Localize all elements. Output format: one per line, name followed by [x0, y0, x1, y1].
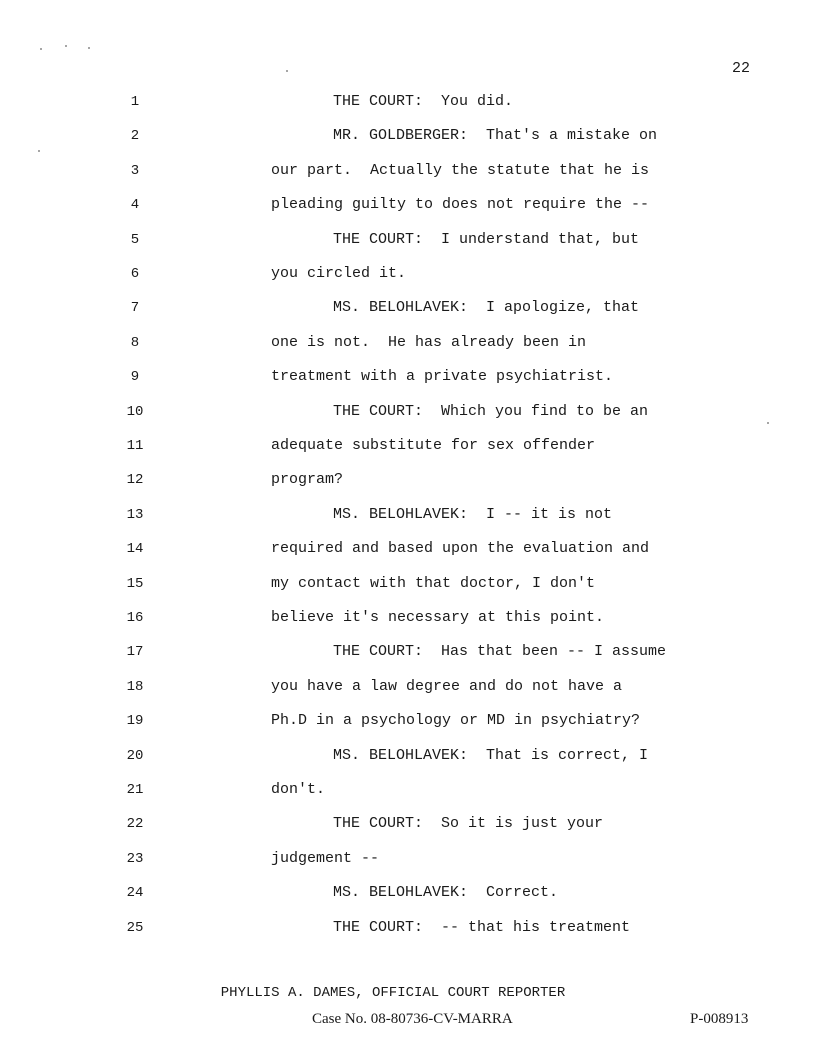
transcript-line: MS. BELOHLAVEK: I apologize, that — [333, 299, 640, 317]
line-number: 6 — [130, 266, 140, 282]
line-number: 11 — [126, 438, 144, 454]
transcript-line: THE COURT: Which you find to be an — [333, 402, 649, 420]
line-number: 13 — [126, 506, 144, 523]
scan-speck — [767, 422, 769, 424]
transcript-line: THE COURT: Has that been -- I assume — [333, 643, 667, 661]
scan-speck — [65, 45, 67, 47]
line-number: 7 — [130, 300, 140, 317]
line-number: 23 — [126, 850, 144, 867]
transcript-line: believe it's necessary at this point. — [271, 609, 605, 626]
line-number: 15 — [126, 575, 144, 592]
line-number: 18 — [126, 678, 144, 695]
scan-speck — [40, 48, 42, 50]
line-number: 10 — [126, 403, 144, 420]
court-reporter-name: PHYLLIS A. DAMES, OFFICIAL COURT REPORTER — [220, 985, 566, 1001]
transcript-line: THE COURT: You did. — [333, 93, 514, 110]
transcript-line: MS. BELOHLAVEK: Correct. — [333, 884, 559, 902]
scan-speck — [88, 47, 90, 49]
line-number: 1 — [130, 94, 140, 110]
scan-speck — [286, 70, 288, 72]
case-number: Case No. 08-80736-CV-MARRA — [312, 1011, 513, 1027]
line-number: 21 — [126, 782, 144, 798]
transcript-line: judgement -- — [271, 849, 380, 867]
transcript-line: THE COURT: So it is just your — [333, 815, 604, 833]
bates-number: P-008913 — [690, 1011, 749, 1027]
transcript-line: pleading guilty to does not require the -- — [271, 196, 650, 214]
transcript-line: program? — [271, 471, 344, 489]
transcript-line: you have a law degree and do not have a — [271, 677, 623, 695]
transcript-line: my contact with that doctor, I don't — [271, 574, 596, 592]
transcript-line: MS. BELOHLAVEK: That is correct, I — [333, 746, 649, 764]
transcript-line: MR. GOLDBERGER: That's a mistake on — [333, 127, 658, 145]
transcript-line: don't. — [271, 781, 326, 798]
page-number: 22 — [731, 60, 750, 77]
transcript-line: our part. Actually the statute that he is — [271, 161, 650, 179]
transcript-line: THE COURT: I understand that, but — [333, 230, 640, 248]
line-number: 3 — [130, 162, 140, 179]
line-number: 20 — [126, 747, 144, 764]
transcript-line: THE COURT: -- that his treatment — [333, 918, 631, 936]
line-number: 2 — [130, 128, 140, 145]
line-number: 17 — [126, 644, 144, 661]
line-number: 25 — [126, 919, 144, 936]
line-number: 12 — [126, 472, 144, 489]
transcript-line: required and based upon the evaluation and — [271, 540, 650, 558]
transcript-line: MS. BELOHLAVEK: I -- it is not — [333, 505, 613, 523]
line-number: 22 — [126, 816, 144, 833]
line-number: 16 — [126, 610, 144, 626]
transcript-line: Ph.D in a psychology or MD in psychiatry? — [271, 712, 641, 730]
court-reporter-footer — [0, 985, 816, 1001]
transcript-line: treatment with a private psychiatrist. — [271, 368, 614, 386]
line-number: 24 — [126, 885, 144, 902]
transcript-line: one is not. He has already been in — [271, 333, 587, 351]
scan-speck — [38, 150, 40, 152]
line-number: 8 — [130, 334, 140, 351]
line-number: 4 — [130, 197, 140, 214]
transcript-line: adequate substitute for sex offender — [271, 437, 596, 454]
line-number: 19 — [126, 713, 144, 730]
line-number: 14 — [126, 541, 144, 558]
line-number: 5 — [130, 231, 140, 248]
transcript-line: you circled it. — [271, 265, 407, 282]
line-number: 9 — [130, 369, 140, 386]
